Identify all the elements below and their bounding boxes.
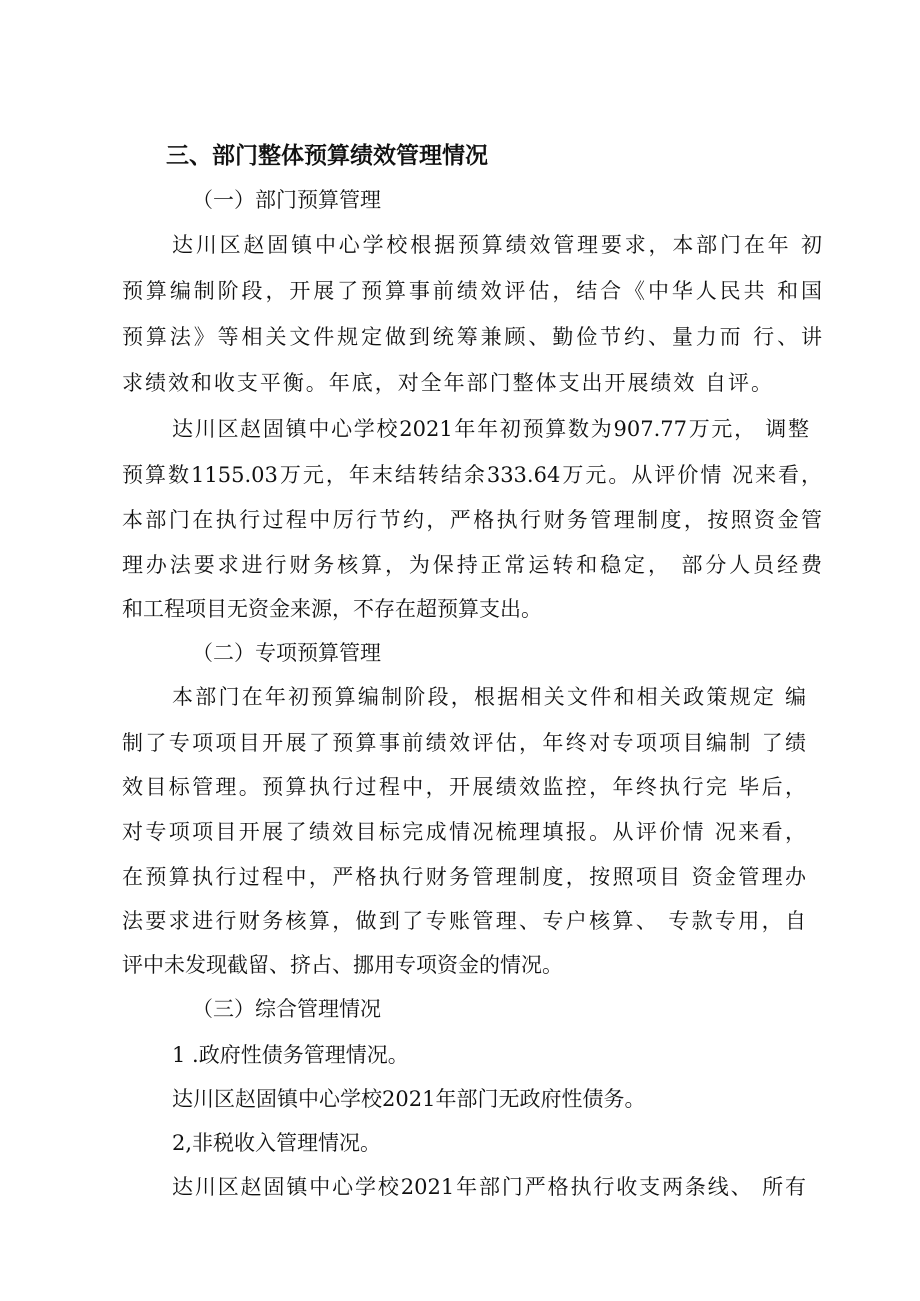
subsection-title-1: （一）部门预算管理 bbox=[192, 188, 381, 212]
paragraph-line: 预算编制阶段，开展了预算事前绩效评估，结合《中华人民共 和国 bbox=[122, 279, 822, 303]
paragraph-line: 本部门在年初预算编制阶段，根据相关文件和相关政策规定 编 bbox=[172, 685, 806, 709]
section-title: 三、部门整体预算绩效管理情况 bbox=[166, 143, 488, 169]
paragraph-line: 本部门在执行过程中厉行节约，严格执行财务管理制度，按照资金管 bbox=[122, 508, 822, 532]
paragraph-line: 评中未发现截留、挤占、挪用专项资金的情况。 bbox=[122, 953, 563, 977]
subsection-title-3: （三）综合管理情况 bbox=[192, 997, 381, 1021]
item-text-2: 达川区赵固镇中心学校2021年部门严格执行收支两条线、 所有 bbox=[172, 1175, 806, 1199]
paragraph-line: 预算法》等相关文件规定做到统筹兼顾、勤俭节约、量力而 行、讲 bbox=[122, 325, 822, 349]
item-text-1: 达川区赵固镇中心学校2021年部门无政府性债务。 bbox=[172, 1087, 646, 1111]
paragraph-line: 法要求进行财务核算，做到了专账管理、专户核算、 专款专用，自 bbox=[122, 909, 806, 933]
item-title-1: 1 .政府性债务管理情况。 bbox=[172, 1043, 409, 1067]
subsection-title-2: （二）专项预算管理 bbox=[192, 641, 381, 665]
paragraph-line: 和工程项目无资金来源，不存在超预算支出。 bbox=[122, 597, 542, 621]
paragraph-line: 预算数1155.03万元，年末结转结余333.64万元。从评价情 况来看， bbox=[122, 463, 822, 487]
paragraph-line: 达川区赵固镇中心学校2021年年初预算数为907.77万元， 调整 bbox=[172, 417, 809, 441]
paragraph-line: 求绩效和收支平衡。年底，对全年部门整体支出开展绩效 自评。 bbox=[122, 371, 772, 395]
paragraph-line: 理办法要求进行财务核算，为保持正常运转和稳定， 部分人员经费 bbox=[122, 553, 822, 577]
paragraph-line: 效目标管理。预算执行过程中，开展绩效监控，年终执行完 毕后， bbox=[122, 775, 806, 799]
paragraph-line: 对专项项目开展了绩效目标完成情况梳理填报。从评价情 况来看， bbox=[122, 820, 806, 844]
paragraph-line: 达川区赵固镇中心学校根据预算绩效管理要求，本部门在年 初 bbox=[172, 233, 822, 257]
paragraph-line: 在预算执行过程中，严格执行财务管理制度，按照项目 资金管理办 bbox=[122, 865, 806, 889]
item-title-2: 2,非税收入管理情况。 bbox=[172, 1131, 382, 1155]
paragraph-line: 制了专项项目开展了预算事前绩效评估，年终对专项项目编制 了绩 bbox=[122, 731, 806, 755]
